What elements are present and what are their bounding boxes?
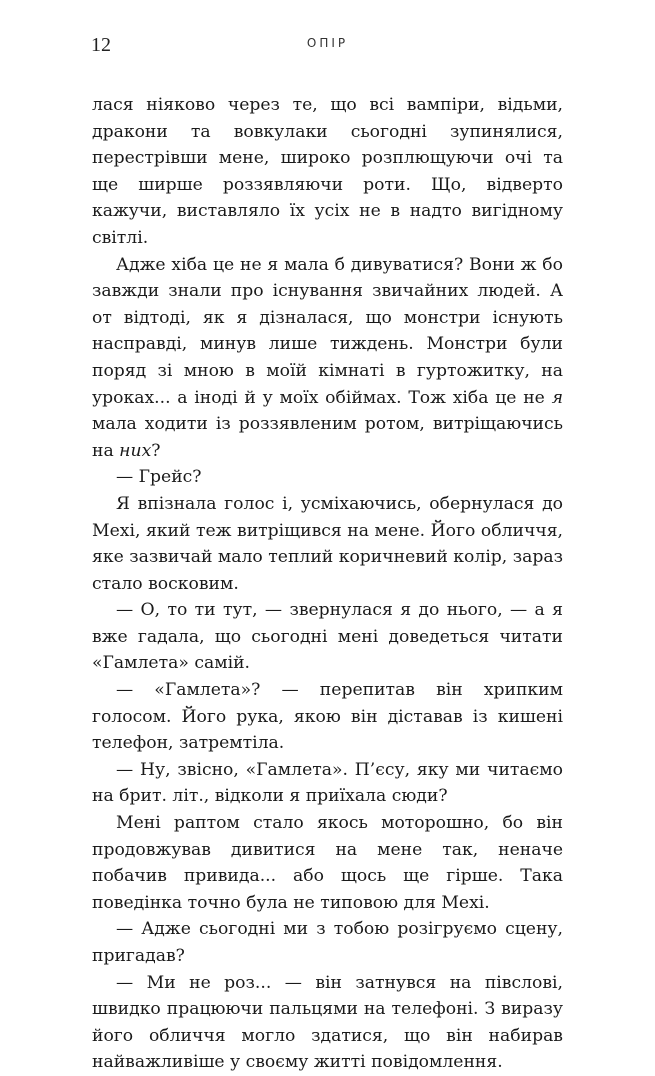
dialogue-line bbox=[92, 677, 563, 757]
paragraph bbox=[92, 92, 563, 252]
paragraph-text: — «Гамлета»? — перепитав він хрипким голосом. Його рука, якою він діставав із кишені телефон, затремтіла. bbox=[92, 680, 563, 754]
paragraph-text: — Адже сьогодні ми з тобою розігруємо сцену, пригадав? bbox=[92, 919, 563, 966]
dialogue-line bbox=[92, 757, 563, 810]
paragraph-text: — О, то ти тут, — звернулася я до нього, — а я вже гадала, що сьогодні мені доведеться читати «Гамлета» самій. bbox=[92, 600, 563, 674]
page-number: 12 bbox=[91, 34, 111, 56]
dialogue-line bbox=[92, 970, 563, 1076]
paragraph-text: Мені раптом стало якось моторошно, бо він продовжував дивитися на мене так, неначе побачив привида... або щось ще гірше. Така поведінка точно була не типовою для Мехі. bbox=[92, 813, 563, 913]
paragraph-text: Я впізнала голос і, усміхаючись, обернулася до Мехі, який теж витріщився на мене. Його обличчя, яке зазвичай мало теплий коричневий колір, зараз стало восковим. bbox=[92, 493, 563, 594]
body-text bbox=[92, 92, 563, 1076]
emphasis-text: я bbox=[551, 387, 563, 408]
dialogue-line bbox=[92, 464, 563, 491]
emphasis-text: них bbox=[119, 440, 152, 461]
paragraph-text: Адже хіба це не я мала б дивуватися? Вони ж бо завжди знали про існування звичайних людей. А от відтоді, як я дізналася, що монстри існують насправді, минув лише тиждень. Монстри були поряд зі мною в моїй кімнаті в гуртожитку, на уроках... а іноді й у моїх обіймах. Тож хіба це не bbox=[92, 254, 563, 408]
paragraph-text: — Грейс? bbox=[116, 467, 202, 488]
paragraph-text: — Ну, звісно, «Гамлета». П’єсу, яку ми читаємо на брит. літ., відколи я приїхала сюди? bbox=[92, 759, 563, 807]
paragraph-text: — Ми не роз... — він затнувся на півслові, швидко працюючи пальцями на телефоні. З виразу його обличчя могло здатися, що він набирав найважливіше у своєму житті повідомлення. bbox=[92, 972, 563, 1073]
paragraph bbox=[92, 491, 563, 597]
paragraph-text: мала ходити із роззявленим ротом, витріщаючись на bbox=[92, 414, 563, 461]
paragraph bbox=[92, 252, 563, 465]
running-title: ОПІР bbox=[306, 36, 349, 50]
paragraph bbox=[92, 810, 563, 916]
page-header bbox=[0, 30, 655, 60]
dialogue-line bbox=[92, 916, 563, 969]
paragraph-text: лася ніяково через те, що всі вампіри, відьми, дракони та вовкулаки сьогодні зупинялися, перестрівши мене, широко розплющуючи очі та ще ширше роззявляючи роти. Що, відверто кажучи, виставляло їх усіх не в надто вигідному світлі. bbox=[92, 95, 563, 248]
paragraph-text: ? bbox=[151, 440, 161, 461]
dialogue-line bbox=[92, 597, 563, 677]
